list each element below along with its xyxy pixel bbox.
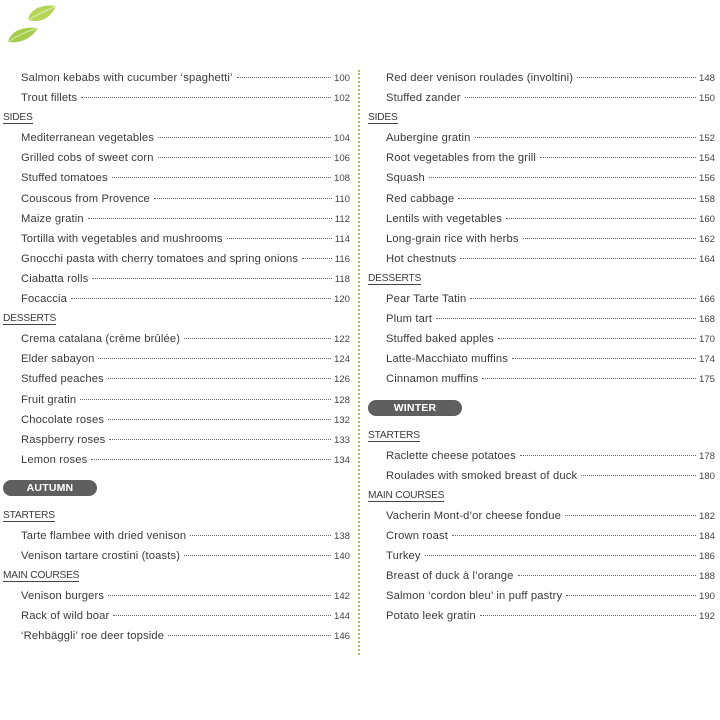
page-number: 144: [333, 611, 350, 623]
recipe-name: Turkey: [386, 550, 421, 563]
recipe-entry: [368, 526, 715, 546]
recipe-name: Trout fillets: [21, 92, 78, 105]
recipe-entry: [368, 168, 715, 188]
page-number: 124: [333, 354, 350, 366]
page-number: 116: [334, 253, 350, 265]
dot-leader: [98, 358, 331, 359]
recipe-name: Stuffed peaches: [21, 373, 104, 386]
page-number: 148: [698, 73, 715, 84]
recipe-entry: [368, 128, 715, 148]
recipe-name: Couscous from Provence: [21, 192, 150, 205]
page-number: 140: [333, 551, 350, 563]
dot-leader: [465, 97, 696, 98]
recipe-name: Breast of duck à l’orange: [386, 570, 514, 583]
page-number: 180: [698, 470, 715, 482]
dot-leader: [540, 157, 696, 158]
recipe-entry: [368, 506, 715, 526]
dot-leader: [158, 137, 331, 138]
recipe-entry: [3, 369, 350, 389]
recipe-entry: [3, 209, 350, 229]
recipe-name: Squash: [386, 172, 425, 185]
recipe-entry: [368, 249, 715, 269]
recipe-name: Aubergine gratin: [386, 132, 471, 145]
recipe-entry: [368, 229, 715, 249]
dot-leader: [470, 298, 696, 299]
dot-leader: [184, 338, 331, 339]
dot-leader: [475, 137, 696, 138]
section-heading-starters: [368, 426, 715, 446]
section-heading-starters: [3, 506, 350, 526]
recipe-name: Fruit gratin: [21, 393, 77, 406]
dot-leader: [460, 258, 696, 259]
recipe-name: Stuffed tomatoes: [21, 172, 108, 185]
section-heading-desserts: [3, 309, 350, 329]
dot-leader: [71, 298, 331, 299]
dot-leader: [113, 615, 331, 616]
dot-leader: [112, 177, 331, 178]
page-number: 175: [698, 374, 715, 386]
recipe-name: Maize gratin: [21, 212, 84, 225]
recipe-name: Roulades with smoked breast of duck: [386, 469, 578, 482]
recipe-name: Grilled cobs of sweet corn: [21, 152, 154, 165]
recipe-name: Red cabbage: [386, 192, 455, 205]
recipe-entry: [3, 269, 350, 289]
right-column: [368, 68, 715, 626]
recipe-entry: [368, 606, 715, 626]
left-column: [3, 68, 350, 647]
dot-leader: [566, 595, 696, 596]
dot-leader: [520, 455, 696, 456]
page-number: 132: [333, 414, 350, 426]
dot-leader: [237, 77, 331, 78]
page-number: 160: [698, 213, 715, 225]
recipe-entry: [368, 329, 715, 349]
page-number: 110: [334, 193, 350, 205]
dot-leader: [429, 177, 696, 178]
page-number: 190: [698, 591, 715, 603]
recipe-name: Plum tart: [386, 313, 433, 326]
recipe-entry: [3, 450, 350, 470]
page-number: 106: [333, 153, 350, 165]
section-heading-sides: [3, 108, 350, 128]
recipe-entry: [3, 128, 350, 148]
recipe-entry: [368, 566, 715, 586]
section-heading-label: DESSERTS: [3, 313, 57, 325]
season-header-winter: [368, 390, 715, 426]
recipe-name: Stuffed baked apples: [386, 333, 494, 346]
dot-leader: [158, 157, 331, 158]
season-pill: WINTER: [368, 400, 462, 416]
recipe-name: Raspberry roses: [21, 433, 106, 446]
recipe-entry: [368, 586, 715, 606]
page-number: 174: [698, 354, 715, 366]
recipe-entry: [368, 189, 715, 209]
page-number: 112: [334, 213, 350, 225]
recipe-name: Long-grain rice with herbs: [386, 232, 519, 245]
recipe-entry: [3, 229, 350, 249]
recipe-name: Raclette cheese potatoes: [386, 449, 516, 462]
recipe-name: Red deer venison roulades (involtini): [386, 72, 574, 84]
dot-leader: [88, 218, 332, 219]
recipe-name: Tarte flambee with dried venison: [21, 529, 187, 542]
page-number: 178: [698, 450, 715, 462]
dot-leader: [452, 535, 696, 536]
recipe-name: Salmon ‘cordon bleu’ in puff pastry: [386, 590, 563, 603]
page-number: 122: [333, 334, 350, 346]
recipe-entry: [3, 289, 350, 309]
dot-leader: [518, 575, 696, 576]
recipe-name: Elder sabayon: [21, 353, 95, 366]
recipe-entry: [368, 546, 715, 566]
recipe-name: Mediterranean vegetables: [21, 132, 154, 145]
page-number: 156: [698, 173, 715, 185]
recipe-entry: [3, 526, 350, 546]
dot-leader: [577, 77, 696, 78]
dot-leader: [523, 238, 696, 239]
section-heading-label: MAIN COURSES: [368, 489, 445, 501]
recipe-entry: [3, 430, 350, 450]
page-number: 168: [698, 314, 715, 326]
section-heading-sides: [368, 108, 715, 128]
section-heading-label: MAIN COURSES: [3, 570, 80, 582]
page-number: 150: [698, 93, 715, 105]
season-header-autumn: [3, 470, 350, 506]
recipe-name: Pear Tarte Tatin: [386, 293, 467, 306]
dot-leader: [80, 399, 331, 400]
recipe-name: Crown roast: [386, 529, 448, 542]
recipe-name: Potato leek gratin: [386, 610, 476, 623]
page-number: 128: [333, 394, 350, 406]
column-divider: [358, 70, 360, 655]
recipe-name: Latte-Macchiato muffins: [386, 353, 509, 366]
page-number: 158: [698, 193, 715, 205]
dot-leader: [168, 635, 331, 636]
section-heading-label: STARTERS: [3, 509, 55, 521]
page-number: 100: [333, 73, 350, 84]
recipe-entry: [368, 209, 715, 229]
recipe-entry: [368, 446, 715, 466]
recipe-entry: [3, 626, 350, 646]
page-number: 114: [334, 233, 350, 245]
recipe-name: Rack of wild boar: [21, 610, 110, 623]
dot-leader: [425, 555, 696, 556]
section-heading-label: SIDES: [368, 112, 398, 124]
season-pill: AUTUMN: [3, 480, 97, 496]
dot-leader: [506, 218, 696, 219]
dot-leader: [108, 595, 331, 596]
dot-leader: [480, 615, 696, 616]
recipe-name: ‘Rehbäggli’ roe deer topside: [21, 630, 165, 643]
dot-leader: [190, 535, 331, 536]
dot-leader: [436, 318, 696, 319]
recipe-entry: [368, 369, 715, 389]
dot-leader: [184, 555, 331, 556]
page-number: 170: [698, 334, 715, 346]
recipe-entry: [368, 289, 715, 309]
recipe-entry: [3, 88, 350, 108]
dot-leader: [109, 439, 331, 440]
page-number: 138: [333, 530, 350, 542]
dot-leader: [81, 97, 331, 98]
page-number: 164: [698, 253, 715, 265]
recipe-entry: [3, 168, 350, 188]
page-number: 188: [698, 571, 715, 583]
page-number: 184: [698, 530, 715, 542]
recipe-name: Lemon roses: [21, 453, 88, 466]
page-number: 146: [333, 631, 350, 643]
page-number: 166: [698, 294, 715, 306]
recipe-name: Focaccia: [21, 293, 67, 306]
recipe-name: Chocolate roses: [21, 413, 105, 426]
dot-leader: [482, 378, 696, 379]
dot-leader: [227, 238, 332, 239]
recipe-entry: [3, 410, 350, 430]
recipe-entry: [3, 189, 350, 209]
recipe-name: Crema catalana (crème brûlée): [21, 333, 181, 346]
page-number: 118: [334, 273, 350, 285]
dot-leader: [581, 475, 696, 476]
dot-leader: [92, 278, 331, 279]
dot-leader: [302, 258, 332, 259]
recipe-entry: [368, 309, 715, 329]
recipe-entry: [3, 349, 350, 369]
recipe-entry: [3, 390, 350, 410]
recipe-entry: [368, 466, 715, 486]
recipe-entry: [3, 586, 350, 606]
recipe-entry: [3, 606, 350, 626]
section-heading-desserts: [368, 269, 715, 289]
page-number: 133: [333, 434, 350, 446]
recipe-entry: [368, 349, 715, 369]
page-number: 152: [698, 133, 715, 145]
recipe-name: Stuffed zander: [386, 92, 461, 105]
page-number: 104: [333, 133, 350, 145]
dot-leader: [498, 338, 696, 339]
recipe-name: Cinnamon muffins: [386, 373, 479, 386]
recipe-entry: [3, 546, 350, 566]
page-number: 192: [698, 611, 715, 623]
dot-leader: [458, 198, 696, 199]
recipe-entry: [368, 68, 715, 88]
dot-leader: [565, 515, 696, 516]
section-heading-label: DESSERTS: [368, 272, 422, 284]
section-heading-label: SIDES: [3, 112, 33, 124]
page-number: 182: [698, 510, 715, 522]
page-number: 154: [698, 153, 715, 165]
recipe-name: Venison burgers: [21, 590, 105, 603]
recipe-name: Ciabatta rolls: [21, 272, 89, 285]
section-heading-main-courses: [3, 566, 350, 586]
recipe-name: Venison tartare crostini (toasts): [21, 550, 181, 563]
dot-leader: [91, 459, 331, 460]
dot-leader: [108, 378, 331, 379]
recipe-name: Salmon kebabs with cucumber ‘spaghetti’: [21, 72, 233, 84]
page-number: 134: [333, 454, 350, 466]
recipe-name: Hot chestnuts: [386, 252, 457, 265]
page-number: 108: [333, 173, 350, 185]
leaf-decoration-icon: [4, 2, 60, 46]
recipe-entry: [368, 88, 715, 108]
section-heading-main-courses: [368, 486, 715, 506]
recipe-entry: [3, 249, 350, 269]
dot-leader: [108, 419, 331, 420]
recipe-entry: [3, 329, 350, 349]
recipe-entry: [368, 148, 715, 168]
dot-leader: [512, 358, 696, 359]
recipe-entry: [3, 68, 350, 88]
dot-leader: [154, 198, 332, 199]
recipe-name: Vacherin Mont-d’or cheese fondue: [386, 509, 561, 522]
page-number: 186: [698, 551, 715, 563]
recipe-name: Root vegetables from the grill: [386, 152, 537, 165]
recipe-name: Lentils with vegetables: [386, 212, 503, 225]
recipe-entry: [3, 148, 350, 168]
page-number: 120: [333, 294, 350, 306]
page-number: 126: [333, 374, 350, 386]
page-number: 162: [698, 233, 715, 245]
recipe-name: Gnocchi pasta with cherry tomatoes and spring onions: [21, 252, 299, 265]
section-heading-label: STARTERS: [368, 429, 420, 441]
page-number: 142: [333, 591, 350, 603]
page-number: 102: [333, 93, 350, 105]
recipe-name: Tortilla with vegetables and mushrooms: [21, 232, 223, 245]
